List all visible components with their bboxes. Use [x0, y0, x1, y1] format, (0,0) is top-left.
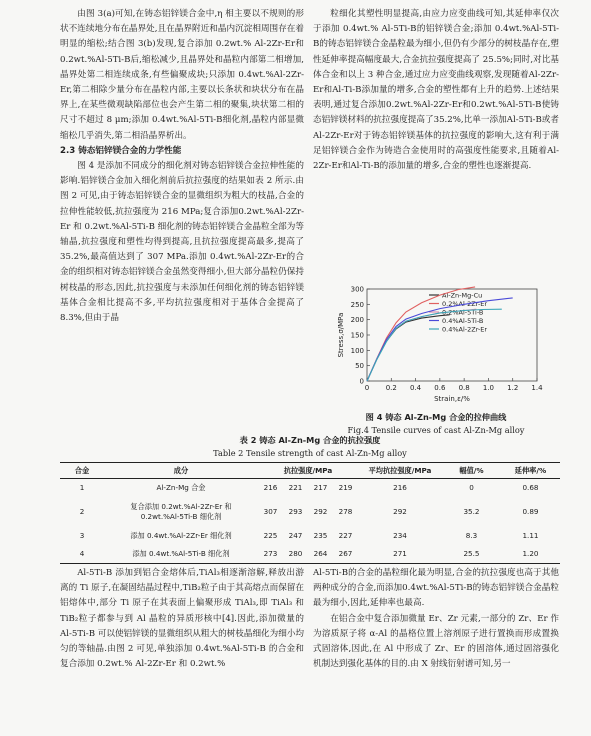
tensile-strength-table: [60, 462, 560, 564]
table-header-row: [60, 463, 560, 479]
figure-caption-en: Fig.4 Tensile curves of cast Al-Zn-Mg alloy: [347, 425, 525, 435]
series-line: [367, 298, 513, 381]
table-row: [60, 497, 560, 527]
paragraph: 在铝合金中复合添加微量 Er、Zr 元素,一部分的 Zr、Er 作为溶质原子将 α-Al 的晶格位置上溶剂原子进行置换而形成置换式固溶体,因此,在 Al 中形成了 Zr、Er 的固溶体,通过固溶强化机制达到强化基体的目的.由 X 射线衍射谱可知,另一: [313, 613, 559, 670]
cell-elongation: 0.89: [522, 507, 539, 516]
x-tick-label: 0.2: [385, 384, 397, 392]
cell-strength: 221: [288, 483, 303, 492]
x-axis-label: Strain,ε/%: [434, 395, 470, 403]
cell-id: 4: [79, 549, 85, 558]
cell-amplitude: 0: [469, 483, 474, 492]
cell-average: 216: [393, 483, 407, 492]
cell-strength: 235: [313, 531, 328, 540]
table-row: [60, 545, 560, 564]
section-heading: 2.3 铸态铝锌镁合金的力学性能: [60, 145, 182, 156]
x-tick-label: 1.2: [507, 384, 519, 392]
paragraph: Al-5Ti-B的合金的晶粒细化最为明显,合金的抗拉强度也高于其他两种成分的合金,而添加0.4wt.%Al-5Ti-B的铸态铝锌镁合金晶粒最为细小,因此,延伸率也最高.: [313, 568, 559, 609]
cell-strength: 217: [313, 483, 328, 492]
y-tick-label: 200: [350, 316, 364, 325]
legend-label: 0.2%Al-5Ti-B: [442, 308, 484, 317]
cell-strength: 225: [263, 531, 278, 540]
paragraph: 图 4 是添加不同成分的细化剂对铸态铝锌镁合金拉伸性能的影响.铝锌镁合金加入细化剂前后抗拉强度的结果如表 2 所示.由图 2 可见,由于铸态铝锌镁合金的显微组织为粗大的枝晶,合金的拉伸性能较低,抗拉强度为 216 MPa;复合添加0.2wt.%Al-2Zr-Er 和 0.2wt.%Al-5Ti-B 细化剂的铸态铝锌镁合金晶粒全部为等轴晶,抗拉强度和塑性均得到提高,且抗拉强度提高最多,提高了 35.2%,最高值达到了 307 MPa.添加 0.4wt.%Al-2Zr-Er的合金的组织相对铸态铝锌镁合金虽然变得细小,但大部分晶粒仍保持树枝晶的形态,因此,抗拉强度与未添加任何细化剂的铸态铝锌镁基体合金相比提高不多,平均抗拉强度相对于基体合金提高了 8.3%,但由于晶: [60, 161, 304, 324]
series-line: [367, 315, 450, 381]
right-column: [313, 7, 559, 174]
figure-caption-cn: 图 4 铸态 Al-Zn-Mg 合金的拉伸曲线: [365, 412, 507, 422]
cell-strength: 292: [313, 507, 328, 516]
table-caption-en: Table 2 Tensile strength of cast Al-Zn-Mg alloy: [213, 448, 407, 458]
header-alloy: 合金: [74, 465, 90, 475]
cell-id: 1: [79, 483, 85, 492]
cell-strength: 293: [288, 507, 303, 516]
cell-strength: 267: [338, 549, 353, 558]
cell-id: 2: [79, 507, 85, 516]
cell-strength: 247: [288, 531, 303, 540]
cell-composition: 添加 0.4wt.%Al-2Zr-Er 细化剂: [130, 531, 232, 540]
legend-label: 0.4%Al-2Zr-Er: [442, 325, 488, 334]
cell-average: 234: [393, 531, 407, 540]
cell-amplitude: 8.3: [465, 531, 478, 540]
cell-strength: 273: [263, 549, 278, 558]
x-tick-label: 0.4: [410, 384, 422, 392]
cell-average: 271: [393, 549, 407, 558]
cell-strength: 307: [263, 507, 278, 516]
y-tick-label: 0: [359, 377, 364, 386]
cell-strength: 264: [313, 549, 328, 558]
y-axis-label: Stress,σ/MPa: [337, 312, 345, 358]
cell-strength: 280: [288, 549, 303, 558]
cell-average: 292: [393, 507, 407, 516]
cell-amplitude: 35.2: [463, 507, 480, 516]
header-composition: 成分: [173, 465, 189, 475]
x-tick-label: 1.4: [531, 384, 543, 392]
left-column: [60, 7, 304, 326]
legend-label: 0.4%Al-5Ti-B: [442, 317, 484, 325]
header-elongation: 延伸率/%: [514, 465, 547, 475]
paragraph: 粒细化其塑性明显提高,由应力应变曲线可知,其延伸率仅次于添加 0.4wt.% Al-5Ti-B的铝锌镁合金;添加 0.4wt.%Al-5Ti-B的铸态铝锌镁合金晶粒最为细小,但仍有少部分的树枝晶存在,塑性延伸率提高幅度最大,合金抗拉强度提高了 25.5%;同时,对比基体合金和以上 3 种合金,通过应力应变曲线观察,发现随着Al-2Zr-Er和Al-Ti-B添加量的增多,合金的塑性都有上升的趋势.上述结果表明,通过复合添加0.2wt.%Al-2Zr-Er和0.2wt.%Al-5Ti-B使铸态铝锌镁材料的抗拉强度提高了35.2%,比单一添加Al-5Ti-B或者Al-2Zr-Er对于铸态铝锌镁基体的抗拉强度的影响大,这有利于满足铝锌镁合金作为铸造合金使用时的高强度性能要求,且随着Al-2Zr-Er和Al-Ti-B的添加量的增多,合金的塑性也逐渐提高.: [313, 9, 559, 172]
y-tick-label: 50: [355, 362, 364, 371]
x-tick-label: 0: [364, 384, 370, 392]
cell-composition: Al-Zn-Mg 合金: [156, 483, 206, 492]
cell-strength: 219: [338, 483, 353, 492]
table-row: [60, 527, 560, 545]
header-average: 平均抗拉强度/MPa: [368, 465, 432, 475]
cell-id: 3: [79, 531, 85, 540]
paragraph: 由图 3(a)可知,在铸态铝锌镁合金中,η 相主要以不规则的形状不连续地分布在晶界处,且在晶界附近和晶内沉淀相周围存在着明显的缩松;结合图 3(b)发现,复合添加 0.2wt.% Al-2Zr-Er和0.2wt.%Al-5Ti-B后,缩松减少,且晶界处和晶粒内部第二相增加,晶界处第二相连续成条,有些偏聚成块;只添加 0.4wt.%Al-2Zr-Er,第二相除少量分布在晶粒内部,主要以长条状和块状分布在晶界上,在某些微观缺陷部位也会产生第二相的聚集,块状第二相的尺寸不超过 8 μm;添加 0.4wt.%Al-5Ti-B细化剂,晶粒内部显微缩松几乎消失,第二相沿晶界析出。: [60, 9, 304, 141]
cell-strength: 216: [263, 483, 278, 492]
header-amplitude: 幅值/%: [459, 465, 484, 475]
cell-strength: 278: [338, 507, 353, 516]
tensile-curve-figure: [335, 283, 550, 409]
x-tick-label: 1.0: [482, 384, 494, 392]
cell-amplitude: 25.5: [463, 549, 480, 558]
cell-strength: 227: [338, 531, 353, 540]
cell-elongation: 0.68: [522, 483, 539, 492]
y-tick-label: 100: [350, 346, 364, 355]
legend-label: Al-Zn-Mg-Cu: [442, 291, 483, 300]
cell-elongation: 1.20: [522, 549, 539, 558]
table-caption-cn: 表 2 铸态 Al-Zn-Mg 合金的抗拉强度: [239, 435, 381, 445]
table-row: [60, 479, 560, 498]
tensile-chart: [335, 283, 550, 409]
cell-composition: 添加 0.4wt.%Al-5Ti-B 细化剂: [132, 549, 230, 558]
cell-composition: 复合添加 0.2wt.%Al-2Zr-Er 和 0.2wt.%Al-5Ti-B 细化剂: [130, 502, 232, 521]
x-tick-label: 0.6: [434, 384, 446, 392]
x-tick-label: 0.8: [458, 384, 470, 392]
header-tensile-strength: 抗拉强度/MPa: [283, 465, 333, 475]
y-tick-label: 250: [350, 300, 364, 309]
bottom-left-column: [60, 566, 304, 672]
y-tick-label: 300: [350, 285, 364, 294]
paragraph: Al-5Ti-B 添加到铝合金熔体后,TiAl₃相逐渐溶解,释放出游离的 Ti 原子,在凝固结晶过程中,TiB₂粒子由于其高熔点而保留在铝熔体中,部分 Ti 原子在其表面上偏聚形成 TiAl₃,即 TiAl₃ 和 TiB₂粒子都参与到 Al 晶粒的异质形核中[4].因此,添加微量的 Al-5Ti-B 可以使铝锌镁的显微组织从粗大的树枝晶细化为细小均匀的等轴晶.由图 2 可见,单独添加 0.4wt.%Al-5Ti-B 的合金和复合添加 0.2wt.% Al-2Zr-Er 和 0.2wt.%: [60, 568, 305, 670]
legend-label: 0.2%Al-2Zr-Er: [442, 300, 488, 308]
y-tick-label: 150: [350, 331, 364, 340]
cell-elongation: 1.11: [522, 531, 539, 540]
bottom-right-column: [313, 566, 559, 672]
